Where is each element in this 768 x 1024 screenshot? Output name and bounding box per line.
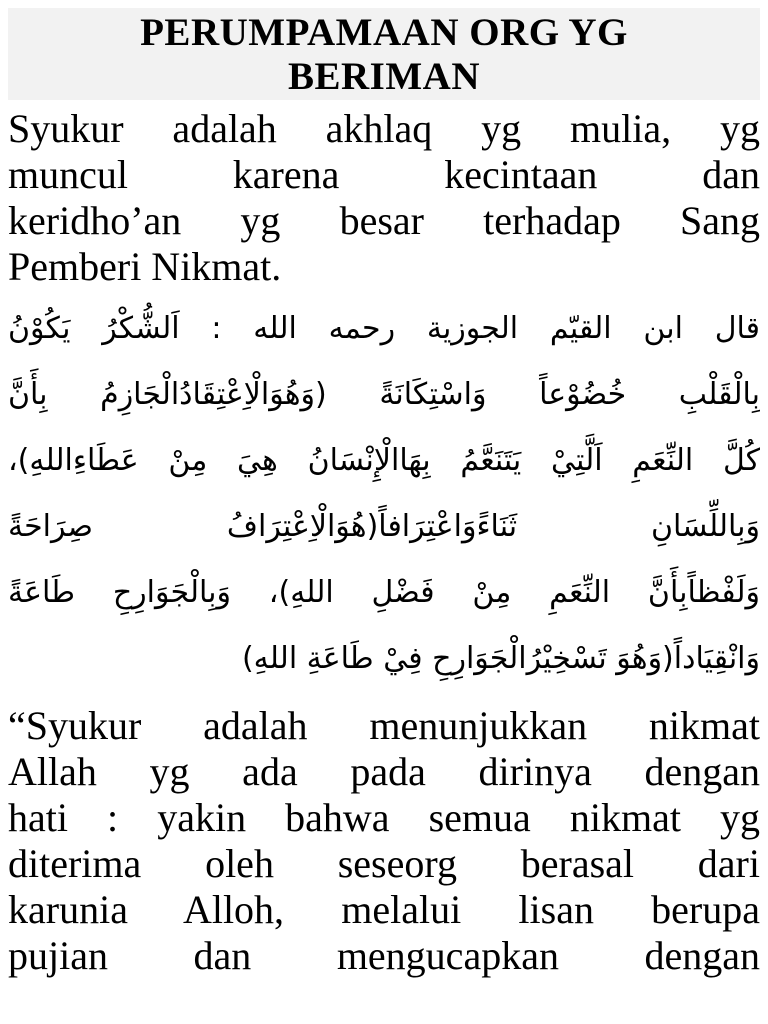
intro-line-3: keridho’an yg besar terhadap Sang [8, 198, 760, 243]
title-line-2: BERIMAN [287, 55, 480, 98]
intro-line-4: Pemberi Nikmat. [8, 244, 282, 289]
translation-line-5: karunia Alloh, melalui lisan berupa [8, 887, 760, 932]
arabic-line-5: وَلَفْظاًبِأَنَّ النِّعَمِ مِنْ فَضْلِ اللهِ)، وَبِالْجَوَارِحِ طَاعَةً [8, 575, 760, 610]
title-line-1: PERUMPAMAAN ORG YG [140, 11, 628, 54]
translation-line-3: hati : yakin bahwa semua nikmat yg [8, 795, 760, 840]
translation-paragraph [8, 703, 760, 979]
intro-paragraph [8, 106, 760, 290]
arabic-line-1: قال ابن القيّم الجوزية رحمه الله : اَلشُّكْرُ يَكُوْنُ [8, 311, 760, 346]
arabic-line-4: وَبِاللِّسَانِ ثَنَاءًوَاعْتِرَافاً(هُوَالْاِعْتِرَافُ صِرَاحَةً [8, 509, 760, 544]
intro-line-2: muncul karena kecintaan dan [8, 152, 760, 197]
intro-line-1: Syukur adalah akhlaq yg mulia, yg [8, 106, 760, 151]
arabic-quote [8, 298, 760, 694]
arabic-line-6: وَانْقِيَاداً(وَهُوَ تَسْخِيْرُالْجَوَارِحِ فِيْ طَاعَةِ اللهِ) [241, 641, 760, 676]
translation-line-2: Allah yg ada pada dirinya dengan [8, 749, 760, 794]
translation-line-1: “Syukur adalah menunjukkan nikmat [8, 703, 760, 748]
arabic-line-3: كُلَّ النِّعَمِ اَلَّتِيْ يَتَنَعَّمُ بِهَاالْإِنْسَانُ هِيَ مِنْ عَطَاءِاللهِ)، [8, 443, 760, 478]
title-banner [8, 8, 760, 100]
translation-line-4: diterima oleh seseorg berasal dari [8, 841, 760, 886]
arabic-line-2: بِالْقَلْبِ خُضُوْعاً وَاسْتِكَانَةً (وَهُوَالْاِعْتِقَادُالْجَازِمُ بِأَنَّ [8, 377, 760, 412]
translation-line-6: pujian dan mengucapkan dengan [8, 933, 760, 978]
